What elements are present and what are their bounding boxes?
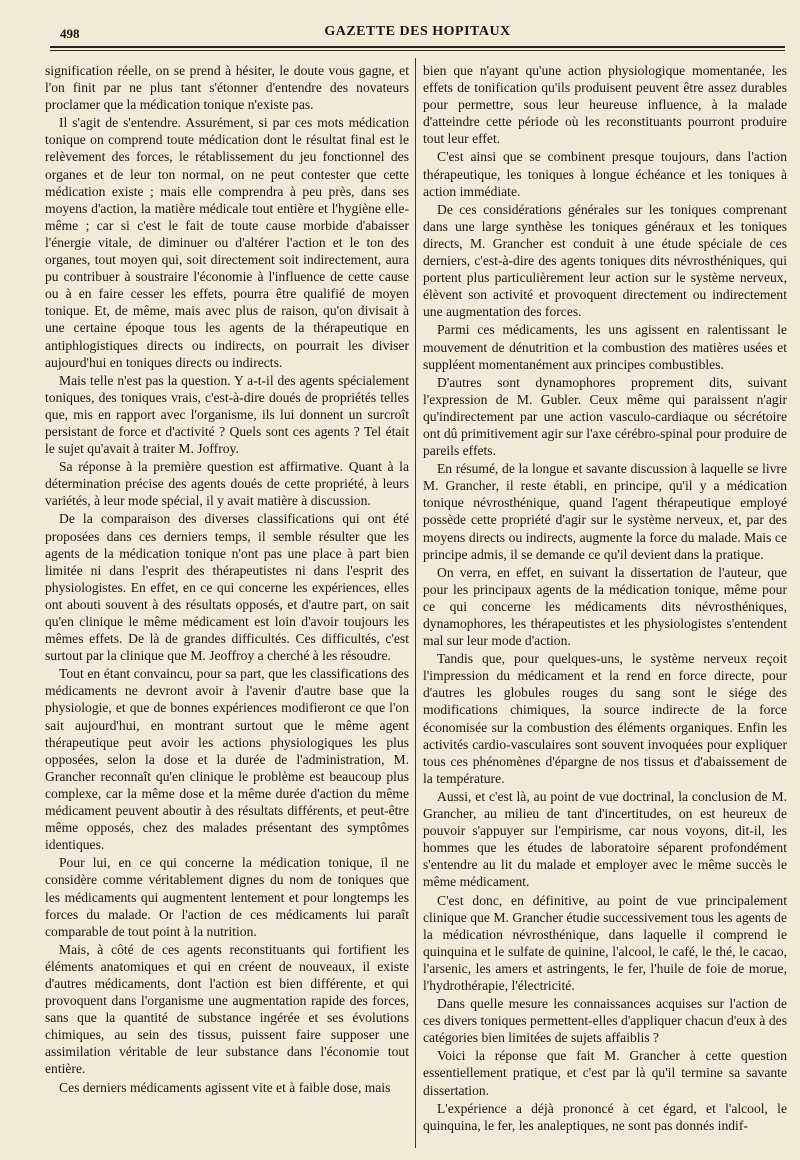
column-divider (415, 58, 416, 1148)
paragraph: Pour lui, en ce qui concerne la médication tonique, il ne considère comme véritablement dignes du nom de toniques que les médicaments qui augmentent lentement et pour longtemps les forces du malade. Or l'action de ces médicaments lui paraît comparable de tout point à la nutrition. (45, 855, 409, 939)
paragraph: Tout en étant convaincu, pour sa part, que les classifications des médicaments ne devront avoir à l'avenir d'autre base que la physiologie, et que de bonnes expériences modifieront ce que l'on sait aujourd'hui, en montrant surtout que le même agent thérapeutique peut avoir les actions physiologiques les plus opposées, selon la dose et la durée de l'administration, M. Grancher reconnaît qu'en clinique le problème est beaucoup plus complexe, car la même dose et la même durée d'action du même médicament peuvent aboutir à des résultats différents, et peut-être même opposés, chez des malades présentant des symptômes identiques. (45, 666, 409, 853)
paragraph: Ces derniers médicaments agissent vite et à faible dose, mais (59, 1079, 391, 1095)
paragraph: signification réelle, on se prend à hésiter, le doute vous gagne, et l'on finit par ne plus tant s'étonner d'entendre des novateurs proclamer que la médication tonique n'existe pas. (45, 63, 409, 113)
paragraph: De la comparaison des diverses classifications qui ont été proposées dans ces derniers temps, il semble résulter que les agents de la médication tonique n'ont pas une place à part bien limitée ni dans l'esprit des thérapeutistes ni dans l'esprit des physiologistes. En effet, en ce qui concerne les expériences, elles ont abouti souvent à des résultats opposés, et d'autre part, on sait qu'en clinique le même médicament est loin d'avoir toujours les mêmes effets. De là de grandes difficultés. Ces difficultés, c'est surtout par la clinique que M. Jeoffroy a cherché à les résoudre. (45, 511, 409, 664)
paragraph: Voici la réponse que fait M. Grancher à cette question essentiellement pratique, et c'est par là qu'il termine sa savante dissertation. (423, 1048, 787, 1098)
paragraph: D'autres sont dynamophores proprement dits, suivant l'expression de M. Gubler. Ceux même qui paraissent n'agir qu'indirectement par une action vasculo-cardiaque ou sécrétoire ont dû primitivement agir sur l'axe cérébro-spinal pour produire de pareils effets. (423, 374, 787, 459)
right-column (423, 62, 787, 1142)
paragraph: De ces considérations générales sur les toniques comprenant dans une large synthèse les toniques généraux et les toniques directs, M. Grancher est conduit à une étude spéciale de ces derniers, c'est-à-dire des agents toniques dits névrosthéniques, qui portent plus particulièrement leur action sur le système nerveux, élèvent son activité et provoquent directement ou indirectement une augmentation des forces. (423, 201, 787, 320)
paragraph: Mais, à côté de ces agents reconstituants qui fortifient les éléments anatomiques et qui en créent de nouveaux, il existe d'autres médicaments, dont l'action est bien différente, et qui provoquent dans l'organisme une augmentation rapide des forces, sans que la quantité de substance ingérée et ses évolutions chimiques, au sein des tissus, puissent faire supposer une assimilation véritable de leur substance dans l'économie tout entière. (45, 941, 409, 1077)
left-column (45, 62, 409, 1142)
running-title: GAZETTE DES HOPITAUX (324, 24, 511, 39)
paragraph: Parmi ces médicaments, les uns agissent en ralentissant le mouvement de dénutrition et la combustion des matières usées et suppléent momentanément aux principes combustibles. (423, 322, 787, 372)
paragraph: Sa réponse à la première question est affirmative. Quant à la détermination précise des agents doués de cette propriété, à leurs variétés, à leur mode spécial, il y avait matière à discussion. (45, 459, 409, 509)
paragraph: En résumé, de la longue et savante discussion à laquelle se livre M. Grancher, il reste établi, en principe, qu'il y a médication tonique névrosthénique, quand l'agent thérapeutique employé possède cette propriété d'agir sur le système nerveux, et, par des moyens directs ou indirects, augmente la force du malade. Mais ce principe admis, il se demande ce qu'il devient dans la pratique. (423, 461, 787, 562)
paragraph: bien que n'ayant qu'une action physiologique momentanée, les effets de tonification qu'ils produisent peuvent être assez durables pour permettre, sous leur heureuse influence, à la malade d'atteindre cette période où les reconstituants pourront produire tout leur effet. (423, 63, 787, 147)
page-header (50, 22, 785, 44)
paragraph: Aussi, et c'est là, au point de vue doctrinal, la conclusion de M. Grancher, au milieu de tant d'incertitudes, on est heureux de pouvoir s'appuyer sur l'empirisme, car nous voyons, dit-il, les hommes que les études de laboratoire séparent profondément s'entendre au lit du malade et employer avec le même succès le même médicament. (423, 788, 787, 890)
header-rule-thin (50, 50, 785, 51)
paragraph: L'expérience a déjà prononcé à cet égard, et l'alcool, le quinquina, le fer, les analeptiques, ne sont pas donnés indif- (423, 1100, 787, 1133)
page-number: 498 (60, 26, 80, 41)
header-rule (50, 46, 785, 48)
paragraph: Mais telle n'est pas la question. Y a-t-il des agents spécialement toniques, des toniques vrais, c'est-à-dire doués de propriétés telles que, mis en rapport avec l'organisme, ils lui donnent un surcroît persistant de force et d'activité ? Quels sont ces agents ? Tel était le sujet qu'avait à traiter M. Joffroy. (45, 372, 409, 457)
paragraph: Dans quelle mesure les connaissances acquises sur l'action de ces divers toniques permettent-elles d'appliquer chacun d'eux à des catégories bien limitées de sujets affaiblis ? (423, 996, 787, 1046)
paragraph: On verra, en effet, en suivant la dissertation de l'auteur, que pour les principaux agents de la médication tonique, même pour ce qui concerne les médicaments dits névrosthéniques, dynamophores, les thérapeutistes et les physiologistes s'entendent mal sur leur mode d'action. (423, 564, 787, 649)
paragraph: C'est donc, en définitive, au point de vue principalement clinique que M. Grancher étudie successivement tous les agents de la médication névrosthénique, dans laquelle il comprend le quinquina et le sulfate de quinine, l'alcool, le café, le thé, le cacao, l'arsenic, les amers et astringents, le fer, l'huile de foie de morue, l'hydrothérapie, l'électricité. (423, 892, 787, 993)
paragraph: C'est ainsi que se combinent presque toujours, dans l'action thérapeutique, les toniques à longue échéance et les toniques à action immédiate. (423, 149, 787, 199)
paragraph: Il s'agit de s'entendre. Assurément, si par ces mots médication tonique on comprend toute médication dont le résultat final est le relèvement des forces, le rétablissement du jeu fonctionnel des organes et de leur ton normal, on ne peut contester que cette médication existe ; mais elle comprendra à peu près, dans ses moyens d'action, la matière médicale tout entière et l'hygiène elle-même ; car si c'est le fait de toute cause morbide d'abaisser l'énergie vitale, de diminuer ou d'altérer l'action et le ton des organes, tout moyen qui, soit directement soit indirectement, aura pu contribuer à soustraire l'économie à l'influence de cette cause ou à en faire cesser les effets, pourra être qualifié de moyen tonique. Et, de même, mais avec plus de raison, qu'on divisait à une certaine époque tous les agents de la thérapeutique en antiphlogistiques directs ou indirects, on pourrait les diviser aujourd'hui en toniques directs ou indirects. (45, 115, 409, 370)
paragraph: Tandis que, pour quelques-uns, le système nerveux reçoit l'impression du médicament et la rend en force directe, pour d'autres les globules rouges du sang sont le siége des modifications chimiques, la source indirecte de la force économisée sur la combustion des éléments organiques. Enfin les activités cardio-vasculaires sont souvent invoquées pour expliquer tous ces phénomènes d'épargne de nos tissus et d'abaissement de la température. (423, 651, 787, 786)
